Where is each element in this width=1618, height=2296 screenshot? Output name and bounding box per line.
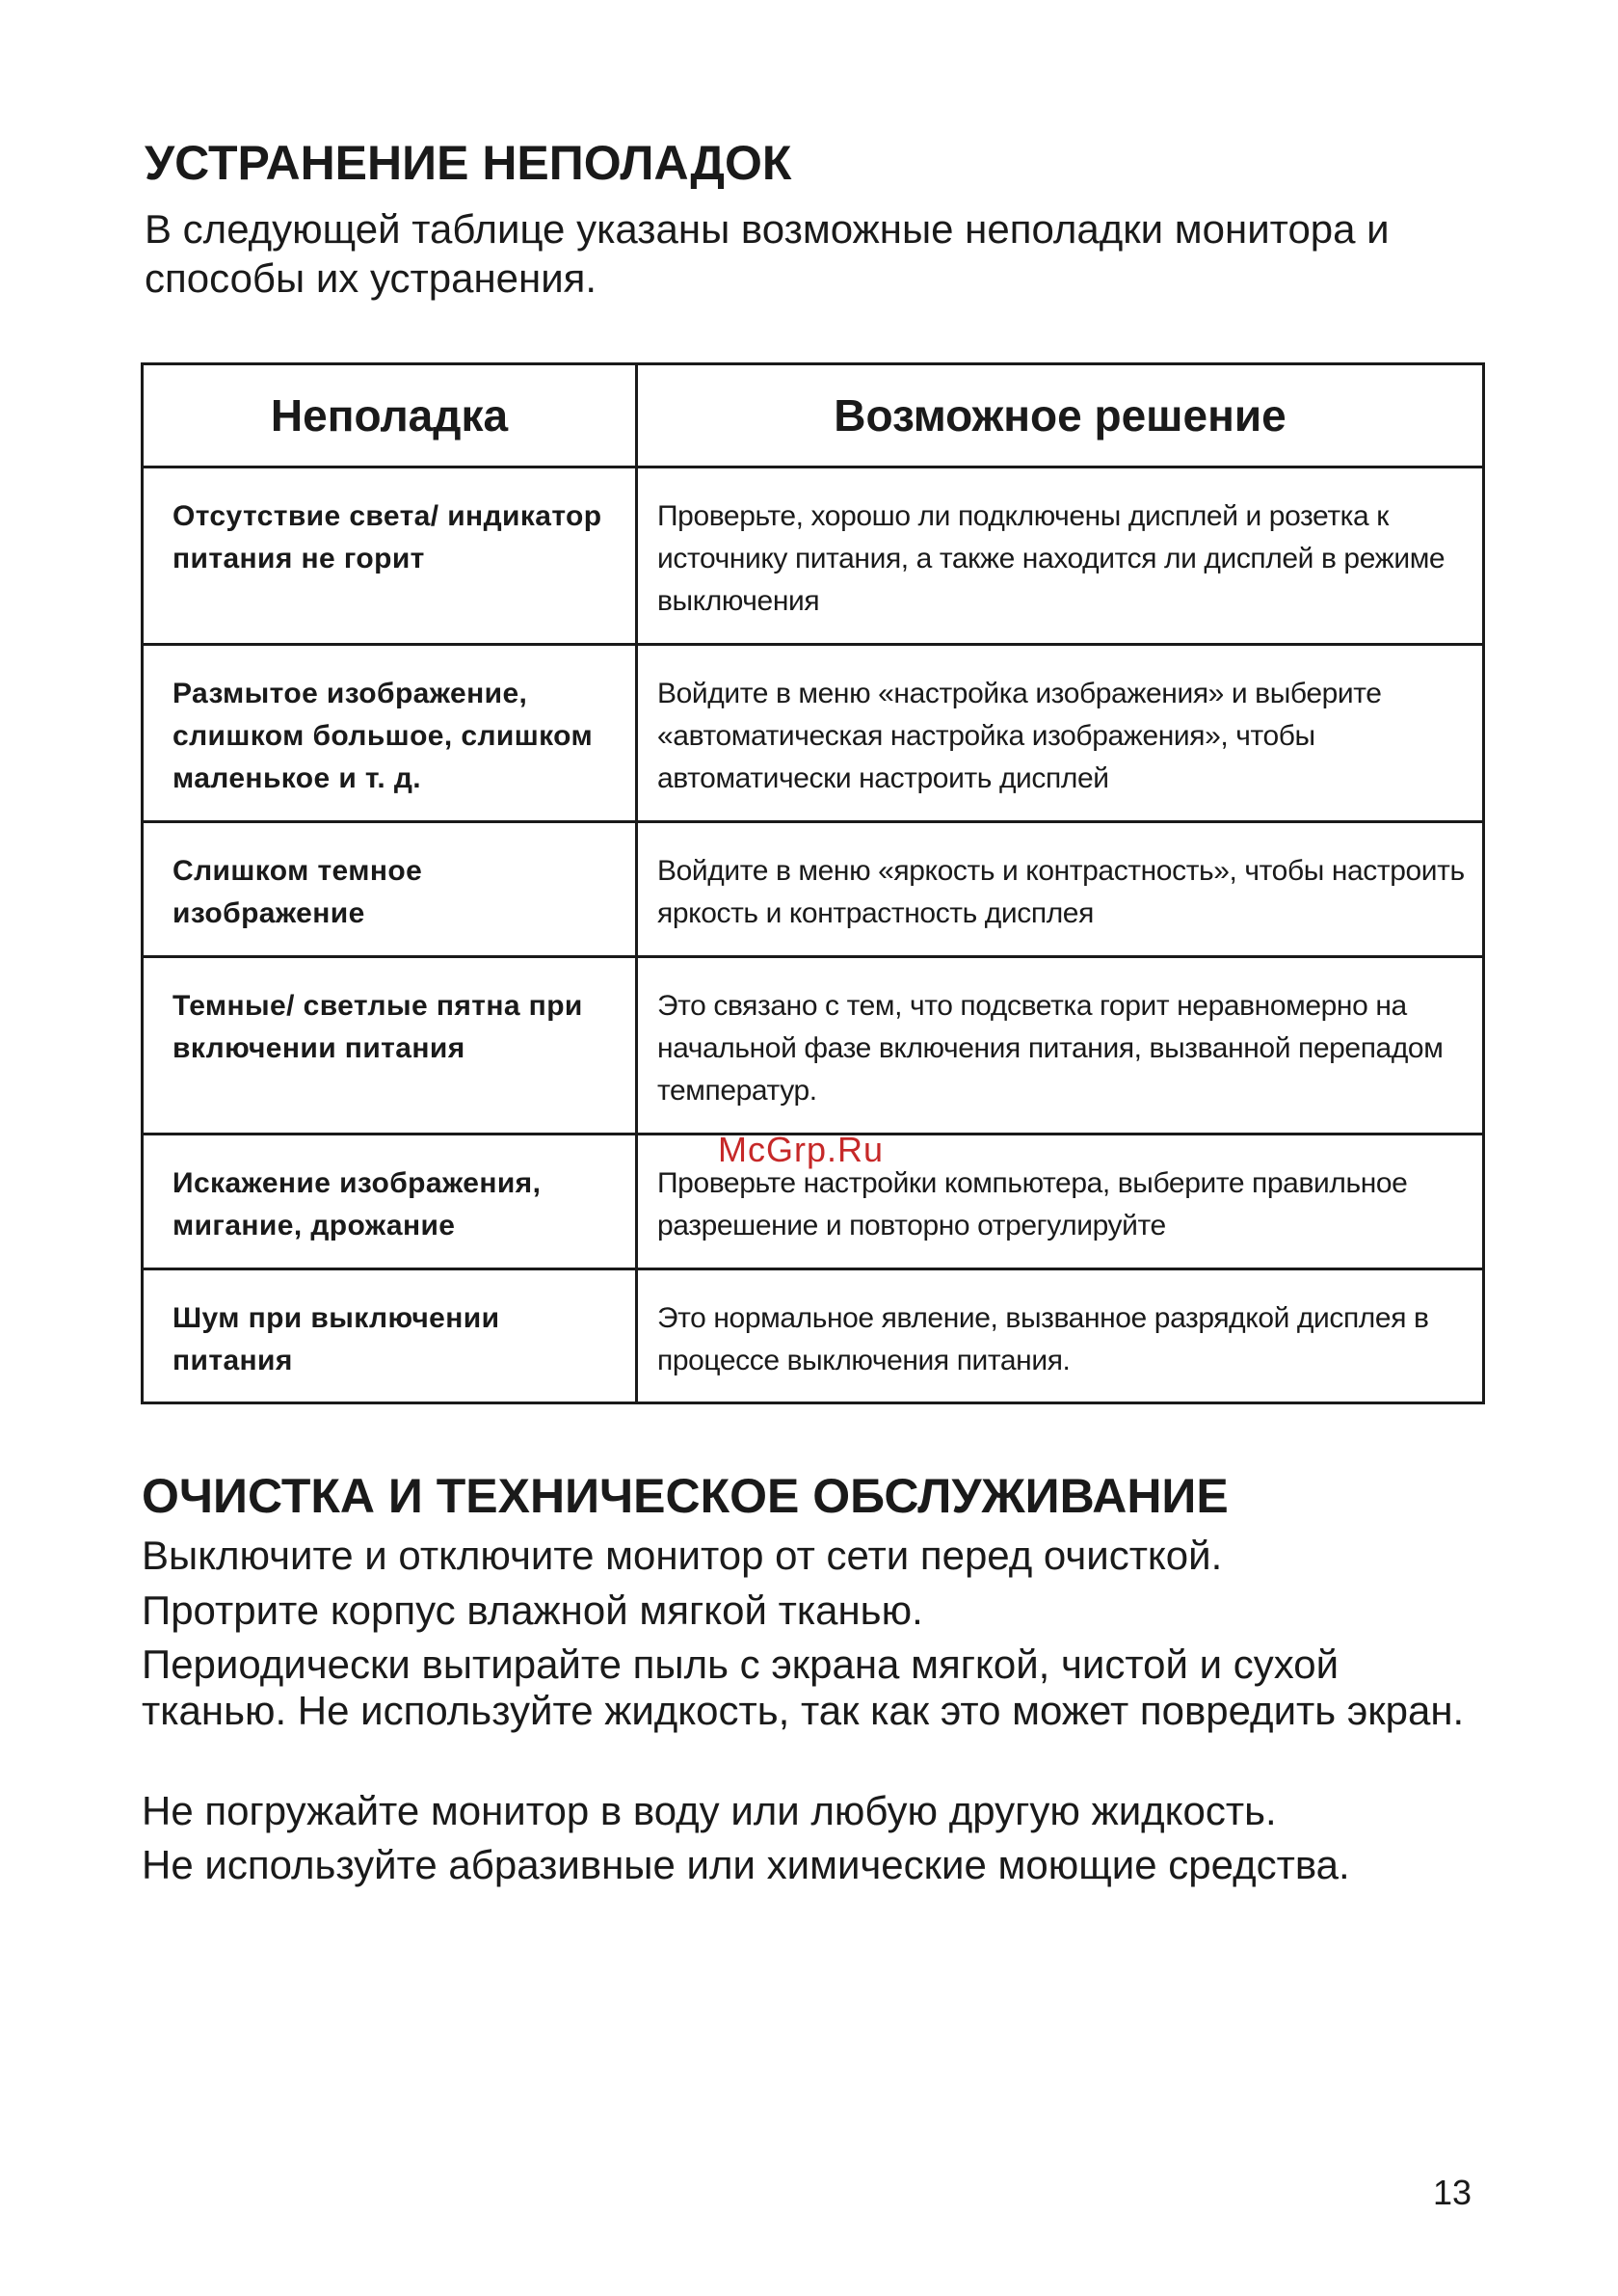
cleaning-paragraph: Не используйте абразивные или химические моющие средства. xyxy=(142,1842,1350,1887)
problem-cell: Искажение изображения, мигание, дрожание xyxy=(143,1135,637,1269)
cleaning-paragraph: Протрите корпус влажной мягкой тканью. xyxy=(142,1588,923,1633)
solution-cell: Проверьте, хорошо ли подключены дисплей и розетка к источнику питания, а также находится ли дисплей в режиме выключения xyxy=(637,467,1484,645)
table-row xyxy=(143,822,1484,957)
solution-cell: Проверьте настройки компьютера, выберите правильное разрешение и повторно отрегулируйте xyxy=(637,1135,1484,1269)
cleaning-paragraph: Периодически вытирайте пыль с экрана мягкой, чистой и сухой тканью. Не используйте жидкость, так как это может повредить экран. xyxy=(142,1642,1465,1733)
table-header-row xyxy=(143,364,1484,467)
solution-cell: Это нормальное явление, вызванное разрядкой дисплея в процессе выключения питания. xyxy=(637,1269,1484,1403)
cleaning-paragraph: Выключите и отключите монитор от сети перед очисткой. xyxy=(142,1533,1223,1578)
table-row xyxy=(143,957,1484,1135)
problem-cell: Шум при выключении питания xyxy=(143,1269,637,1403)
column-header-problem: Неполадка xyxy=(143,364,637,467)
watermark: McGrp.Ru xyxy=(718,1130,885,1169)
problem-cell: Размытое изображение, слишком большое, слишком маленькое и т. д. xyxy=(143,645,637,822)
troubleshooting-intro: В следующей таблице указаны возможные неполадки монитора и способы их устранения. xyxy=(145,206,1390,301)
troubleshooting-title: УСТРАНЕНИЕ НЕПОЛАДОК xyxy=(145,136,792,190)
column-header-solution: Возможное решение xyxy=(637,364,1484,467)
troubleshooting-table xyxy=(141,362,1485,1404)
solution-cell: Войдите в меню «яркость и контрастность», чтобы настроить яркость и контрастность дисплея xyxy=(637,822,1484,957)
solution-cell: Войдите в меню «настройка изображения» и выберите «автоматическая настройка изображения», чтобы автоматически настроить дисплей xyxy=(637,645,1484,822)
page-number: 13 xyxy=(1433,2173,1472,2212)
cleaning-paragraph: Не погружайте монитор в воду или любую другую жидкость. xyxy=(142,1788,1277,1833)
table-row xyxy=(143,1269,1484,1403)
problem-cell: Отсутствие света/ индикатор питания не горит xyxy=(143,467,637,645)
cleaning-title: ОЧИСТКА И ТЕХНИЧЕСКОЕ ОБСЛУЖИВАНИЕ xyxy=(142,1469,1229,1523)
solution-cell: Это связано с тем, что подсветка горит неравномерно на начальной фазе включения питания, вызванной перепадом температур. xyxy=(637,957,1484,1135)
table-row xyxy=(143,467,1484,645)
table-row xyxy=(143,645,1484,822)
problem-cell: Слишком темное изображение xyxy=(143,822,637,957)
problem-cell: Темные/ светлые пятна при включении питания xyxy=(143,957,637,1135)
